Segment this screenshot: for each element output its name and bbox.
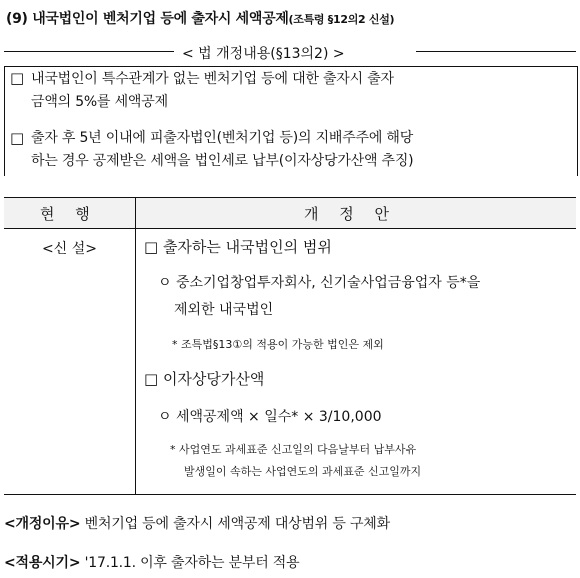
- header-revised: 개 정 안: [304, 205, 398, 223]
- date-label: <적용시기>: [4, 555, 81, 571]
- checkbox-bullet-icon: □: [10, 69, 24, 87]
- reason-text: 벤처기업 등에 출자시 세액공제 대상범위 등 구체화: [84, 516, 390, 532]
- checkbox-bullet-icon: □: [10, 129, 24, 147]
- comparison-table: [4, 197, 576, 495]
- summary-item-2-line-2: 하는 경우 공제받은 세액을 법인세로 납부(이자상당가산액 추징): [31, 153, 414, 169]
- summary-item-1-line-1: 내국법인이 특수관계가 없는 벤처기업 등에 대한 출자시 출자: [31, 71, 394, 87]
- column-divider: [135, 198, 136, 494]
- section-heading: [6, 8, 394, 28]
- subtitle: < 법 개정내용(§13의2) >: [182, 46, 345, 62]
- revised-item-scope: □ 출자하는 내국법인의 범위: [144, 238, 332, 256]
- divider-right: [416, 51, 576, 52]
- reason-label: <개정이유>: [4, 516, 81, 532]
- table-header-row: [4, 198, 576, 229]
- section-title: (9) 내국법인이 벤처기업 등에 출자시 세액공제: [6, 11, 289, 27]
- revised-item-interest: □ 이자상당가산액: [144, 370, 265, 388]
- subtitle-row: [4, 44, 576, 62]
- revised-subitem-scope-cont: 제외한 내국법인: [174, 302, 274, 318]
- reason-line: [4, 513, 390, 533]
- revised-footnote-2: * 사업연도 과세표준 신고일의 다음날부터 납부사유: [170, 443, 417, 456]
- current-cell: <신 설>: [42, 241, 97, 257]
- divider-left: [4, 51, 174, 52]
- revised-footnote-2-cont: 발생일이 속하는 사업연도의 과세표준 신고일까지: [184, 465, 422, 478]
- summary-item-2-line-1: 출자 후 5년 이내에 피출자법인(벤처기업 등)의 지배주주에 해당: [31, 130, 414, 146]
- summary-box: [4, 66, 578, 176]
- section-note: (조특령 §12의2 신설): [288, 13, 395, 26]
- header-current: 현 행: [40, 205, 98, 223]
- effective-date-line: [4, 552, 299, 572]
- revised-subitem-scope: ㅇ 중소기업창업투자회사, 신기술사업금융업자 등*을: [158, 275, 481, 291]
- summary-item-2: [5, 114, 577, 176]
- summary-item-1-line-2: 금액의 5%를 세액공제: [31, 94, 168, 110]
- date-text: '17.1.1. 이후 출자하는 분부터 적용: [84, 555, 300, 571]
- revised-footnote-1: * 조특법§13①의 적용이 가능한 법인은 제외: [172, 338, 384, 351]
- revised-subitem-interest: ㅇ 세액공제액 × 일수* × 3/10,000: [158, 409, 382, 425]
- summary-item-1: [5, 67, 577, 114]
